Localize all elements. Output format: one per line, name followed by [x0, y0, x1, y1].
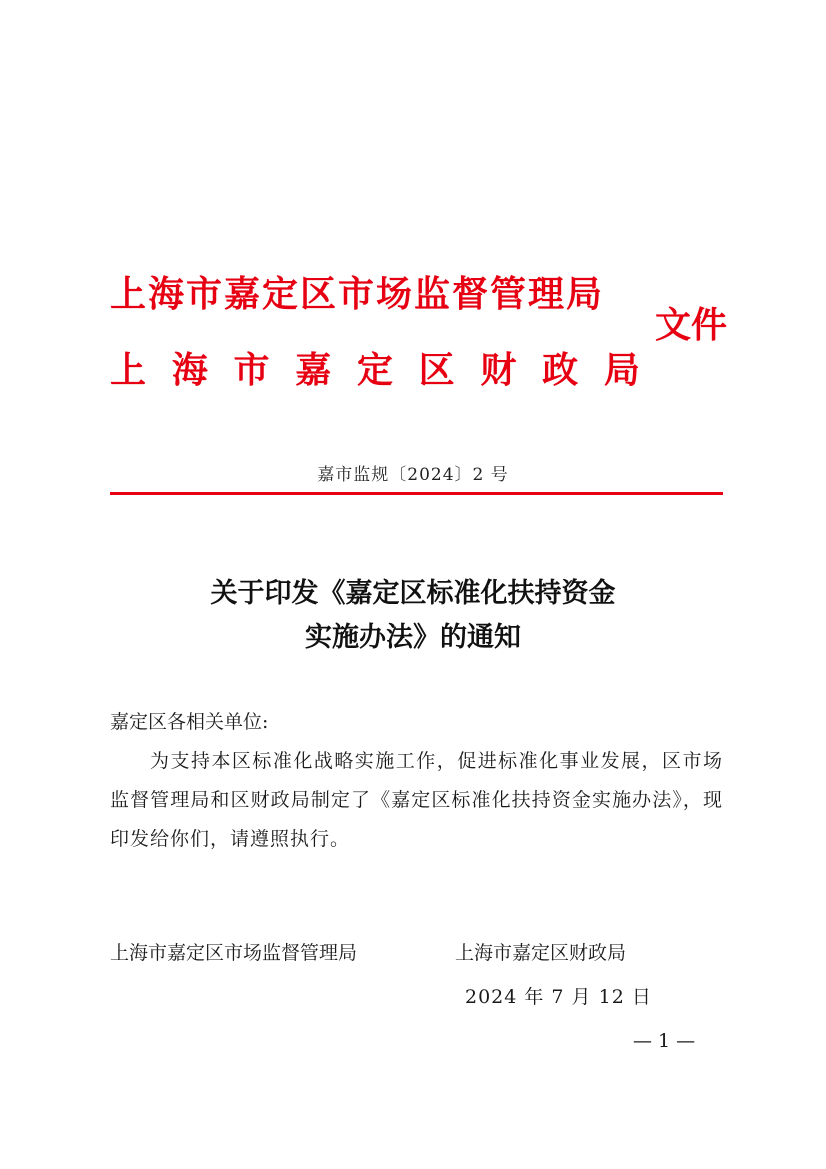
document-type-label: 文件 — [655, 304, 728, 346]
issuer-finance-bureau — [110, 350, 640, 390]
signature-finance-bureau: 上海市嘉定区财政局 — [455, 942, 627, 964]
title-line-1: 关于印发《嘉定区标准化扶持资金 — [210, 578, 616, 609]
issuer-char: 局 — [603, 349, 640, 391]
red-divider-line — [110, 492, 723, 495]
issuer-char: 政 — [542, 349, 579, 391]
body-paragraph: 为支持本区标准化战略实施工作，促进标准化事业发展，区市场监督管理局和区财政局制定了《嘉定区标准化扶持资金实施办法》，现印发给你们，请遵照执行。 — [110, 750, 723, 850]
issuer-char: 财 — [480, 349, 517, 391]
page-number: — 1 — — [633, 1030, 696, 1052]
issuer-char: 嘉 — [295, 349, 332, 391]
issuer-char: 市 — [233, 349, 270, 391]
document-body — [110, 703, 723, 859]
issuer-market-supervision: 上海市嘉定区市场监督管理局 — [110, 273, 605, 315]
document-title — [0, 572, 826, 660]
issuer-char: 区 — [418, 349, 455, 391]
signature-market-supervision: 上海市嘉定区市场监督管理局 — [110, 942, 358, 964]
issuer-char: 定 — [356, 349, 393, 391]
issue-date: 2024 年 7 月 12 日 — [465, 986, 652, 1008]
salutation: 嘉定区各相关单位: — [110, 711, 269, 733]
issuer-char: 上 — [110, 349, 147, 391]
title-line-2: 实施办法》的通知 — [305, 622, 521, 653]
issuer-char: 海 — [171, 349, 208, 391]
document-number: 嘉市监规〔2024〕2 号 — [317, 465, 509, 485]
